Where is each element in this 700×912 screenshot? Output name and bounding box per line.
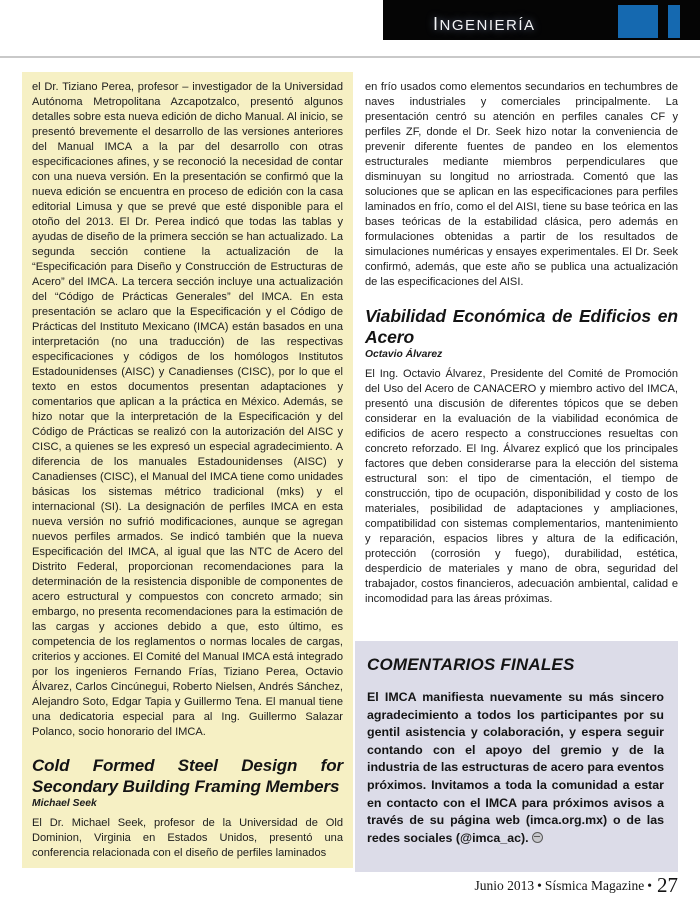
left-column <box>22 72 353 868</box>
left-column-paragraph-1: el Dr. Tiziano Perea, profesor – investigador de la Universidad Autónoma Metropolitana Azcapotzalco, presentó algunos detalles sobre esta nueva edición de dicho Manual. Al inicio, se presentó brevemente el desarrollo de las versiones anteriores del Manual IMCA a la par del desarrollo con otras especificaciones afines, y se reconoció la necesidad de contar con una nueva versión. En la presentación se confirmó que la nueva edición se encuentra en proceso de edición con la casa editorial Limusa y que se prevé que esté disponible para el otoño del 2013. El Dr. Perea indicó que todas las tablas y ayudas de diseño de la primera sección se han actualizado. La segunda sección contiene la actualización de la “Especificación para Diseño y Construcción de Estructuras de Acero” del IMCA. La tercera sección incluye una actualización del “Código de Prácticas Generales” del IMCA. En esta presentación se aclaro que la Especificación y el Código de Prácticas del Instituto Mexicano (IMCA) están basados en una interpretación (no una traducción) de las respectivas especificaciones y códigos de los homólogos Institutos Estadounidenses (AISC) y Canadienses (CISC), por lo que el texto en estos documentos presentan adaptaciones y comentarios que aplican a la práctica en México. Además, se hizo notar que la interpretación de la Especificación y del Código de Prácticas se realizó con la autorización del AISC y CISC, a quienes se les expresó un especial agradecimiento. A diferencia de los manuales Estadounidenses (AISC) y Canadienses (CISC), el Manual del IMCA tiene como unidades básicas los sistemas métrico tradicional (mks) y el internacional (SI). La designación de perfiles IMCA en esta nueva versión no sufrió modificaciones, aunque se agregan nuevos perfiles armados. Se indicó también que la nueva Especificación del IMCA, al igual que las NTC de Acero del Distrito Federal, proporcionan recomendaciones para la determinación de la resistencia disponible de componentes de acero estructural y compuestos con concreto armado; sin embargo, no presenta recomendaciones para la estimación de las cargas y acciones debido a que, esto último, es competencia de los reglamentos o normas locales de cargas, criterios y acciones. El Comité del Manual IMCA está integrado por los ingenieros Fernando Frías, Tiziano Perea, Octavio Álvarez, Carlos Cincúnegui, Roberto Nielsen, Andrés Sánchez, Alejandro Soto, Edgar Tapia y Guillermo Tena. El manual tiene una dedicatoria especial para al Ing. Guillermo Salazar Polanco, socio honorario del IMCA. <box>32 81 343 738</box>
header-accent-square-large <box>618 5 658 38</box>
header-divider-rule <box>0 56 700 58</box>
footer-issue: Junio 2013 <box>474 878 535 893</box>
page-footer <box>475 873 678 898</box>
final-comments-text <box>367 689 664 847</box>
section-title: ingeniería <box>433 6 536 36</box>
article-byline-octavio-alvarez: Octavio Álvarez <box>365 349 443 360</box>
final-comments-title: COMENTARIOS FINALES <box>367 655 575 674</box>
article-title-viabilidad-economica: Viabilidad Económica de Edificios en Acero <box>365 306 678 347</box>
end-of-article-icon <box>532 832 543 843</box>
article-title-cold-formed-steel: Cold Formed Steel Design for Secondary Building Framing Members <box>32 756 343 796</box>
final-comments-body: El IMCA manifiesta nuevamente su más sincero agradecimiento a todos los participantes por su gentil asistencia y colaboración, y espera seguir contando con el apoyo del gremio y de la industria de las estructuras de acero para eventos próximos. Invitamos a toda la comunidad a estar en contacto con el IMCA para próximos avisos a través de su página web (imca.org.mx) o de las redes sociales (@imca_ac). <box>367 690 664 845</box>
footer-separator-2: • <box>647 878 652 893</box>
right-column <box>355 72 678 607</box>
footer-page-number: 27 <box>657 873 678 897</box>
final-comments-block <box>355 641 678 872</box>
right-column-paragraph-1: en frío usados como elementos secundarios en techumbres de naves industriales y comerciales principalmente. La presentación centró su atención en perfiles canales CF y perfiles ZF, donde el Dr. Seek hizo notar la conveniencia de prevenir diferente fuentes de pandeo en los elementos estructurales mediante miembros perpendiculares que disminuyan su longitud no arriostrada. Comentó que las soluciones que se aplican en las especificaciones para perfiles laminados en frío, como el del AISI, tiene su base teórica en las bases teóricas de la estabilidad clásica, pero además en formulaciones obtenidas a partir de los resultados de simulaciones numéricas y ensayes experimentales. El Dr. Seek confirmó, además, que este año se publica una actualización de las especificaciones del AISI. <box>365 81 678 288</box>
article-byline-michael-seek: Michael Seek <box>32 798 97 809</box>
left-column-paragraph-2: El Dr. Michael Seek, profesor de la Universidad de Old Dominion, Virginia en Estados Unidos, presentó una conferencia relacionada con el diseño de perfiles laminados <box>32 817 343 859</box>
footer-separator-1: • <box>537 878 542 893</box>
header-accent-square-small <box>668 5 680 38</box>
section-header-band <box>383 0 700 40</box>
footer-publication: Sísmica Magazine <box>544 878 645 893</box>
right-column-paragraph-2: El Ing. Octavio Álvarez, Presidente del Comité de Promoción del Uso del Acero de CANACERO y miembro activo del IMCA, presentó una discusión de diferentes tópicos que se deben considerar en la evaluación de la viabilidad económica de edificios de acero respecto a construcciones resueltas con concreto reforzado. El Ing. Álvarez explicó que los principales factores que deben considerarse para la elección del sistema estructural son: el tipo de cimentación, el tiempo de construcción, tipo de ocupación, disponibilidad y costo de los materiales, posibilidad de adaptaciones y ampliaciones, compatibilidad con sistemas complementarios, mantenimiento y reparación, espacios libres y altura de la edificación, protección (corrosión y fuego), durabilidad, estética, desperdicio de materiales y mano de obra, seguridad del trabajador, costos financieros, adecuación ambiental, calidad e incomodidad para las áreas próximas. <box>365 368 678 605</box>
